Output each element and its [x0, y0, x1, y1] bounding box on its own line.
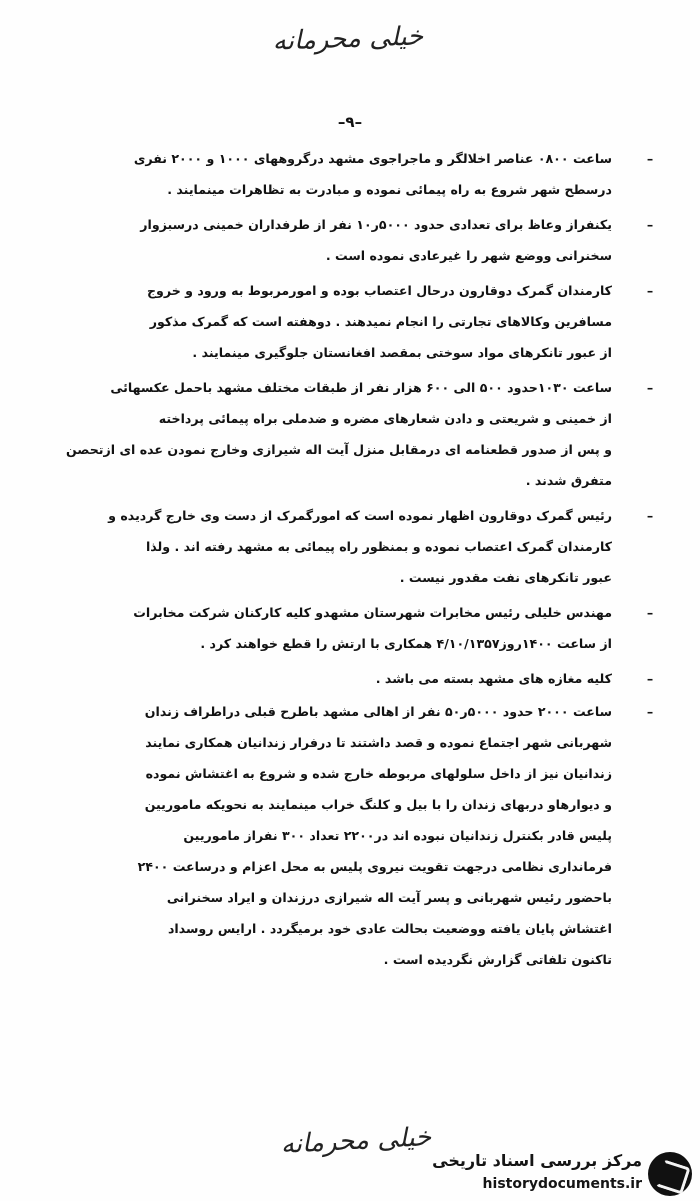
report-item	[58, 209, 658, 271]
item-line: از ساعت ۱۴۰۰روز۴/۱۰/۱۳۵۷ همکاری با ارتش را قطع خواهند کرد .	[200, 636, 612, 651]
item-line: باحضور رئیس شهربانی و پسر آیت اله شیرازی درزندان و ایراد سخنرانی	[166, 890, 612, 905]
item-dash-marker: –	[646, 151, 654, 166]
item-line: کارمندان گمرک دوقارون درحال اعتصاب بوده و امورمربوط به ورود و خروج	[146, 283, 612, 298]
item-line: کارمندان گمرک اعتصاب نموده و بمنظور راه پیمائی به مشهد رفته اند . ولذا	[145, 539, 612, 554]
item-line: درسطح شهر شروع به راه پیمائی نموده و مبادرت به تظاهرات مینمایند .	[167, 182, 612, 197]
report-item	[58, 143, 658, 205]
item-line: فرمانداری نظامی درجهت تقویت نیروی پلیس به محل اعزام و درساعت ۲۴۰۰	[137, 859, 612, 874]
item-line: ساعت ۰۸۰۰ عناصر اخلالگر و ماجراجوی مشهد درگروههای ۱۰۰۰ و ۲۰۰۰ نفری	[133, 151, 612, 166]
item-line: رئیس گمرک دوقارون اظهار نموده است که امورگمرک از دست وی خارج گردیده و	[108, 508, 612, 523]
item-line: عبور تانکرهای نفت مقدور نیست .	[399, 570, 612, 585]
item-line: ساعت ۲۰۰۰ حدود ۵۰۰۰ر۵۰ نفر از اهالی مشهد باطرح قبلی دراطراف زندان	[144, 704, 612, 719]
report-item	[58, 696, 658, 975]
item-line: اغتشاش پایان یافته ووضعیت بحالت عادی خود برمیگردد . ارایس روسداد	[167, 921, 612, 936]
report-item	[58, 500, 658, 593]
item-dash-marker: –	[646, 508, 654, 523]
item-line: شهربانی شهر اجتماع نموده و قصد داشتند تا درفرار زندانیان همکاری نمایند	[145, 735, 612, 750]
item-line: از عبور تانکرهای مواد سوختی بمقصد افغانستان جلوگیری مینمایند .	[192, 345, 612, 360]
item-dash-marker: –	[646, 704, 654, 719]
report-item	[58, 275, 658, 368]
item-line: از خمینی و شریعتی و دادن شعارهای مضره و ضدملی براه پیمائی پرداخته	[158, 411, 612, 426]
item-line: کلیه مغازه های مشهد بسته می باشد .	[375, 671, 612, 686]
item-dash-marker: –	[646, 671, 654, 686]
watermark-url: historydocuments.ir	[482, 1176, 642, 1192]
item-line: تاکنون تلفاتی گزارش نگردیده است .	[383, 952, 612, 967]
item-dash-marker: –	[646, 605, 654, 620]
item-line: پلیس قادر بکنترل زندانیان نبوده اند در۲۲۰۰ تعداد ۳۰۰ نفراز ماموریین	[183, 828, 612, 843]
report-item	[58, 663, 658, 694]
item-line: مهندس خلیلی رئیس مخابرات شهرستان مشهدو کلیه کارکنان شرکت مخابرات	[133, 605, 612, 620]
page-number: –۹–	[337, 113, 363, 131]
item-line: ساعت ۱۰۳۰حدود ۵۰۰ الی ۶۰۰ هزار نفر از طبقات مختلف مشهد باحمل عکسهائی	[110, 380, 612, 395]
watermark-label: مرکز بررسی اسناد تاریخی	[432, 1151, 642, 1170]
item-line: و پس از صدور قطعنامه ای درمقابل منزل آیت اله شیرازی وخارج نمودن عده ای ازتحصن	[65, 442, 612, 457]
item-line: یکنفراز وعاظ برای تعدادی حدود ۵۰۰۰ر۱۰ نفر از طرفداران خمینی درسبزوار	[140, 217, 612, 232]
report-item	[58, 597, 658, 659]
item-dash-marker: –	[646, 380, 654, 395]
handwritten-classification-top: خیلی محرمانه	[272, 21, 424, 57]
item-line: سخنرانی ووضع شهر را غیرعادی نموده است .	[325, 248, 612, 263]
item-dash-marker: –	[646, 283, 654, 298]
item-line: متفرق شدند .	[525, 473, 612, 488]
historydocuments-logo-icon	[648, 1152, 692, 1196]
item-dash-marker: –	[646, 217, 654, 232]
report-body	[58, 143, 658, 979]
handwritten-classification-bottom: خیلی محرمانه	[280, 1122, 432, 1160]
report-item	[58, 372, 658, 496]
item-line: زندانیان نیز از داخل سلولهای مربوطه خارج شده و شروع به اغتشاش نموده	[145, 766, 612, 781]
watermark	[420, 1150, 692, 1198]
item-line: مسافرین وکالاهای تجارتی را انجام نمیدهند . دوهفته است که گمرک مذکور	[149, 314, 612, 329]
item-line: و دیوارهاو دربهای زندان را با بیل و کلنگ خراب مینمایند به نحویکه ماموریین	[144, 797, 612, 812]
